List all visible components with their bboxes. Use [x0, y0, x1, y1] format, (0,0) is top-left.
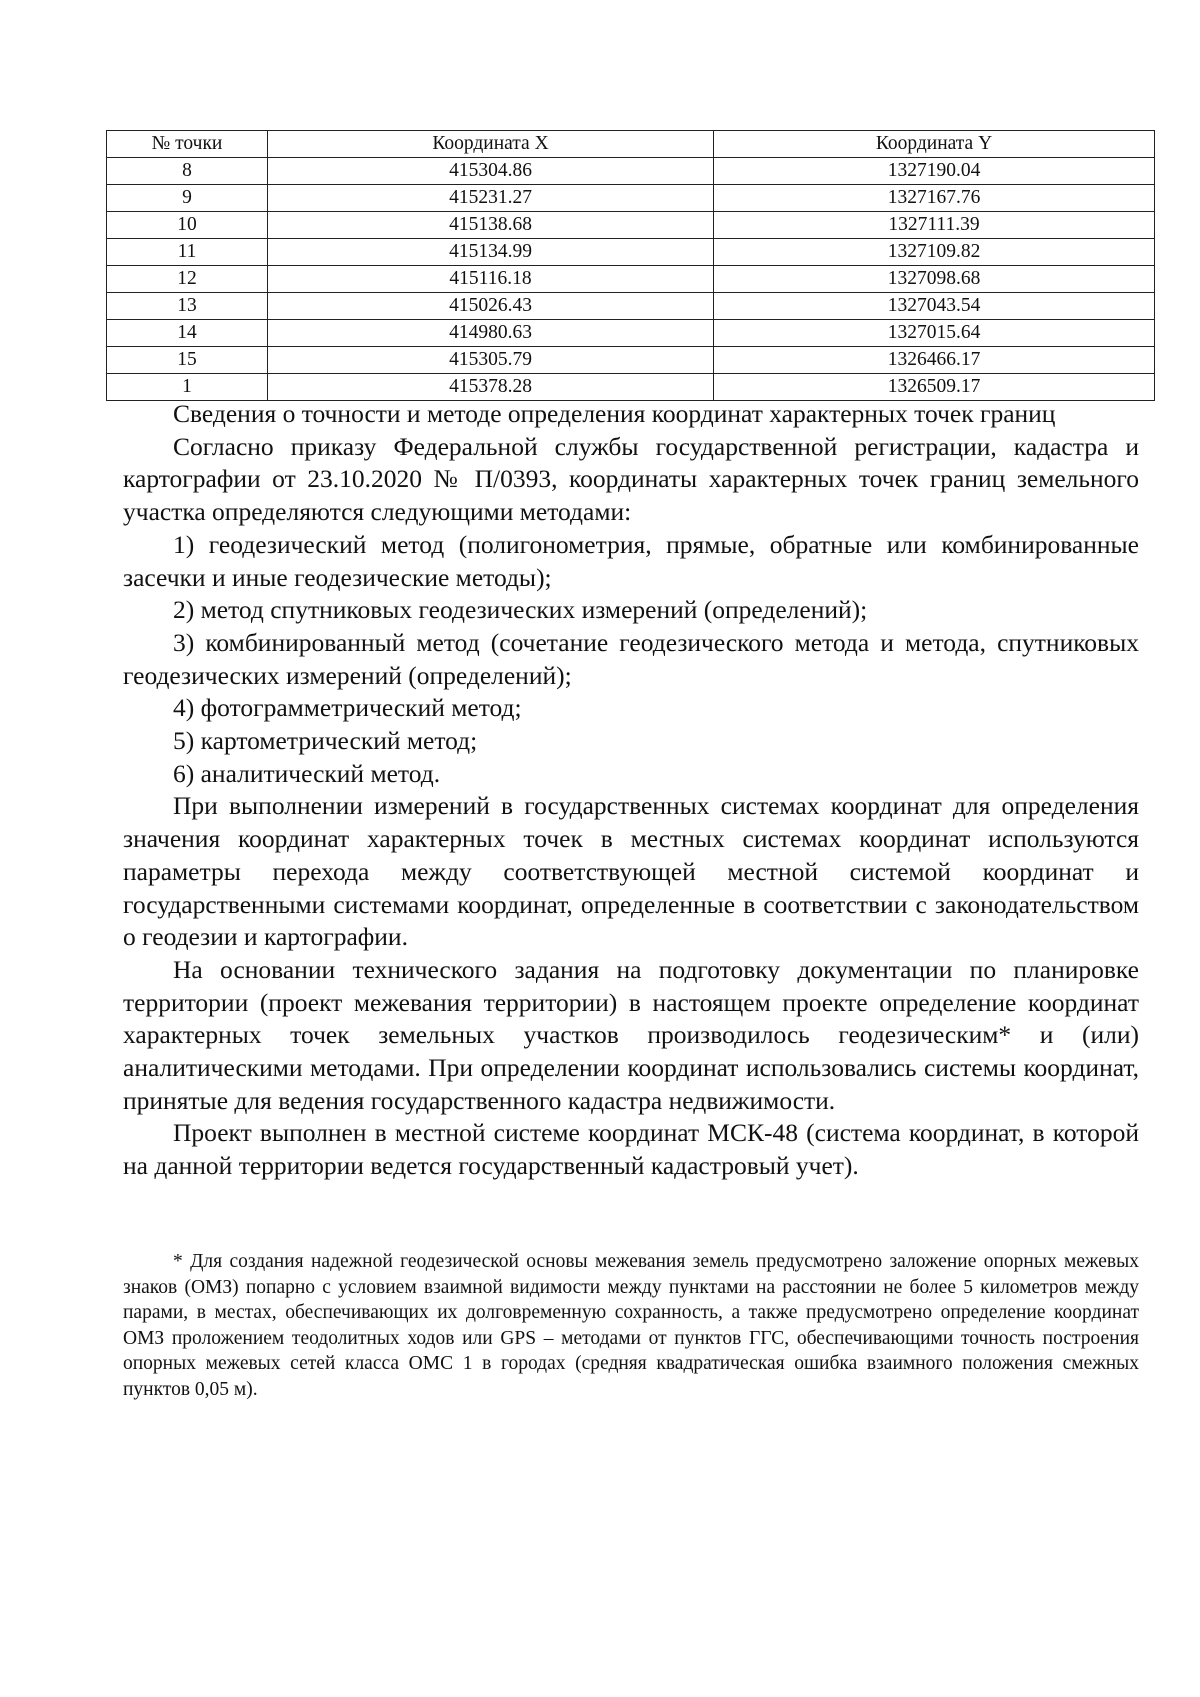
table-row: [107, 158, 1155, 185]
footnote: [123, 1249, 1139, 1402]
cell-x: 415378.28: [268, 374, 714, 401]
cell-y: 1327111.39: [714, 212, 1155, 239]
cell-x: 415138.68: [268, 212, 714, 239]
cell-x: 415134.99: [268, 239, 714, 266]
table-row: [107, 212, 1155, 239]
method-list-item: 6) аналитический метод.: [173, 758, 441, 788]
cell-y: 1327167.76: [714, 185, 1155, 212]
cell-x: 415231.27: [268, 185, 714, 212]
cell-y: 1327109.82: [714, 239, 1155, 266]
table-row: [107, 239, 1155, 266]
paragraph: При выполнении измерений в государственных системах координат для определения значения координат характерных точек в местных системах координат используются параметры перехода между соответствующей местной системой координат и государственными системами координат, определенные в соответствии с законодательством о геодезии и картографии.: [123, 791, 1139, 952]
table-row: [107, 266, 1155, 293]
cell-y: 1327043.54: [714, 293, 1155, 320]
cell-point: 15: [107, 347, 268, 374]
method-list-item: 3) комбинированный метод (сочетание геодезического метода и метода, спутниковых геодезических измерений (определений);: [123, 627, 1139, 690]
coordinates-table: [106, 130, 1155, 401]
paragraph: Согласно приказу Федеральной службы государственной регистрации, кадастра и картографии от 23.10.2020 № П/0393, координаты характерных точек границ земельного участка определяются следующими методами:: [123, 431, 1139, 527]
body-text: [123, 398, 1139, 1183]
cell-point: 1: [107, 374, 268, 401]
cell-x: 415026.43: [268, 293, 714, 320]
method-list-item: 5) картометрический метод;: [173, 726, 478, 756]
header-point-number: № точки: [107, 131, 268, 158]
paragraph: Проект выполнен в местной системе координат МСК-48 (система координат, в которой на данной территории ведется государственный кадастровый учет).: [123, 1118, 1139, 1181]
cell-point: 12: [107, 266, 268, 293]
cell-y: 1326509.17: [714, 374, 1155, 401]
paragraph: На основании технического задания на подготовку документации по планировке территории (проект межевания территории) в настоящем проекте определение координат характерных точек земельных участков производилось геодезическим* и (или) аналитическими методами. При определении координат использовались системы координат, принятые для ведения государственного кадастра недвижимости.: [123, 954, 1139, 1115]
cell-point: 14: [107, 320, 268, 347]
cell-y: 1327190.04: [714, 158, 1155, 185]
method-list-item: 2) метод спутниковых геодезических измерений (определений);: [173, 595, 868, 625]
table-row: [107, 320, 1155, 347]
section-heading: Сведения о точности и методе определения координат характерных точек границ: [173, 399, 1056, 428]
cell-x: 415304.86: [268, 158, 714, 185]
table-header-row: [107, 131, 1155, 158]
cell-point: 8: [107, 158, 268, 185]
table-row: [107, 185, 1155, 212]
cell-y: 1327015.64: [714, 320, 1155, 347]
cell-x: 415116.18: [268, 266, 714, 293]
cell-x: 414980.63: [268, 320, 714, 347]
footnote-text: * Для создания надежной геодезической основы межевания земель предусмотрено заложение опорных межевых знаков (ОМЗ) попарно с условием взаимной видимости между пунктами на расстоянии не более 5 километров между парами, в местах, обеспечивающих их долговременную сохранность, а также предусмотрено определение координат ОМЗ проложением теодолитных ходов или GPS – методами от пунктов ГГС, обеспечивающими точность построения опорных межевых сетей класса ОМС 1 в городах (средняя квадратическая ошибка взаимного положения смежных пунктов 0,05 м).: [123, 1251, 1139, 1400]
method-list-item: 4) фотограмметрический метод;: [173, 693, 522, 723]
cell-x: 415305.79: [268, 347, 714, 374]
table-row: [107, 293, 1155, 320]
cell-point: 9: [107, 185, 268, 212]
method-list-item: 1) геодезический метод (полигонометрия, прямые, обратные или комбинированные засечки и иные геодезические методы);: [123, 529, 1139, 592]
cell-y: 1327098.68: [714, 266, 1155, 293]
table-row: [107, 374, 1155, 401]
header-coordinate-y: Координата Y: [714, 131, 1155, 158]
cell-point: 11: [107, 239, 268, 266]
header-coordinate-x: Координата X: [268, 131, 714, 158]
cell-point: 13: [107, 293, 268, 320]
table-row: [107, 347, 1155, 374]
cell-y: 1326466.17: [714, 347, 1155, 374]
cell-point: 10: [107, 212, 268, 239]
